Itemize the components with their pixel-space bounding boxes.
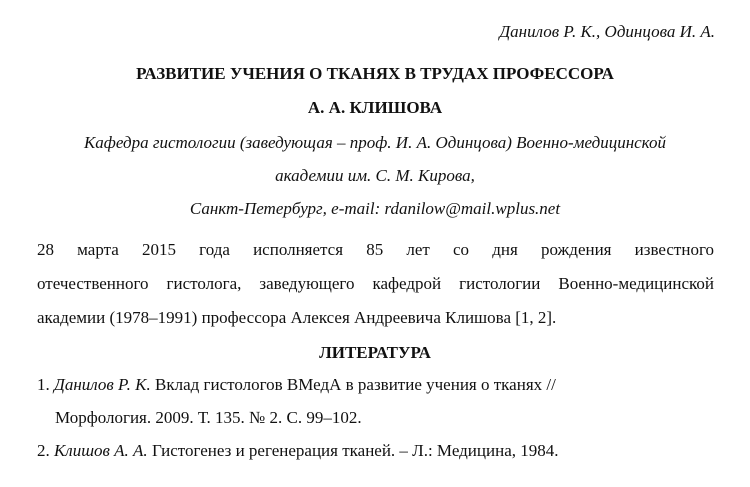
body-paragraph-line-1 — [37, 240, 714, 260]
reference-text: Вклад гистологов ВМедА в развитие учения о тканях // — [150, 375, 556, 394]
reference-number: 1. — [37, 375, 50, 394]
body-text-2: отечественного гистолога, заведующего кафедрой гистологии Военно-медицинской — [37, 274, 714, 293]
affiliation-line-2: академии им. С. М. Кирова, — [275, 166, 475, 185]
reference-author: Данилов Р. К. — [54, 375, 151, 394]
reference-number: 2. — [37, 441, 50, 460]
title-line-2: А. А. КЛИШОВА — [307, 98, 443, 117]
body-text-3: академии (1978–1991) профессора Алексея Андреевича Клишова [1, 2]. — [37, 308, 557, 327]
title-line-1: РАЗВИТИЕ УЧЕНИЯ О ТКАНЯХ В ТРУДАХ ПРОФЕССОРА — [136, 64, 614, 83]
reference-item-2 — [37, 441, 559, 461]
reference-continuation: Морфология. 2009. Т. 135. № 2. С. 99–102. — [55, 408, 362, 427]
body-paragraph-line-2 — [37, 274, 714, 294]
affiliation-line-1: Кафедра гистологии (заведующая – проф. И. А. Одинцова) Военно-медицинской — [84, 133, 666, 152]
reference-text: Гистогенез и регенерация тканей. – Л.: Медицина, 1984. — [147, 441, 559, 460]
references-heading: ЛИТЕРАТУРА — [319, 343, 431, 362]
author-line: Данилов Р. К., Одинцова И. А. — [499, 22, 715, 41]
reference-author: Клишов А. А. — [54, 441, 148, 460]
affiliation-line-3: Санкт-Петербург, e-mail: rdanilow@mail.wplus.net — [189, 199, 561, 218]
body-text-1: 28 марта 2015 года исполняется 85 лет со дня рождения известного — [37, 240, 714, 259]
reference-item-1 — [37, 375, 556, 395]
